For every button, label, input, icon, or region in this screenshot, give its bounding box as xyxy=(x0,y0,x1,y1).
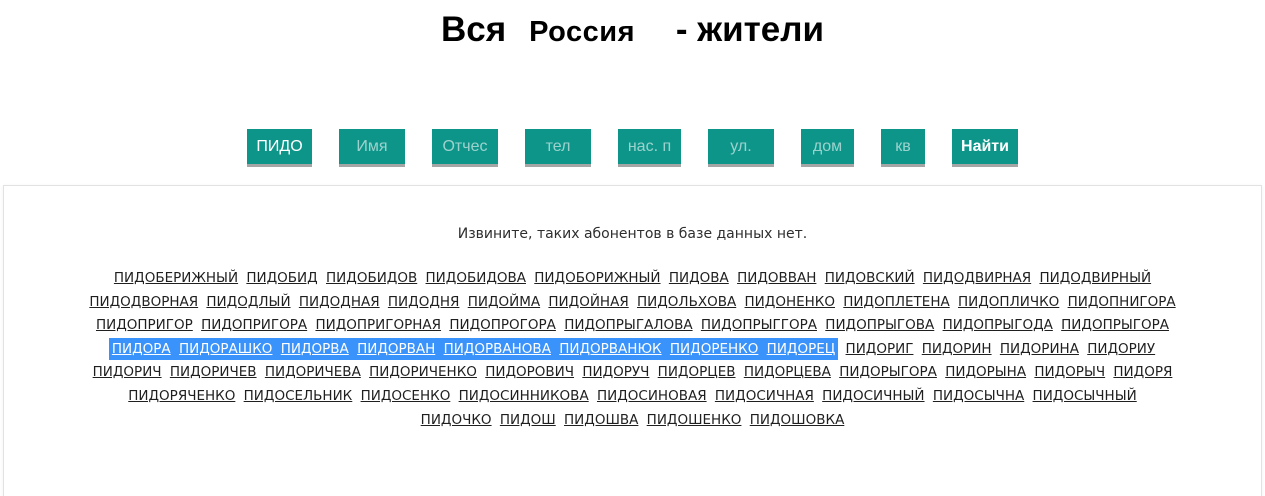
page-title-part3: - жители xyxy=(675,10,824,49)
surname-link[interactable]: ПИДОБЕРИЖНЫЙ xyxy=(113,270,239,286)
surname-link[interactable]: ПИДОРИЧ xyxy=(92,364,162,381)
link-row xyxy=(18,361,1247,385)
page-title xyxy=(0,10,1265,60)
surname-link[interactable]: ПИДОЧКО xyxy=(420,411,492,428)
surname-link[interactable]: ПИДОДНЯ xyxy=(387,293,460,310)
surname-link[interactable]: ПИДОДВОРНАЯ xyxy=(89,293,199,310)
surname-link[interactable]: ПИДОРВАНОВА xyxy=(443,340,551,357)
surname-link[interactable]: ПИДОДНАЯ xyxy=(298,293,380,310)
surname-link[interactable]: ПИДОРИГ xyxy=(845,340,914,357)
surname-link[interactable]: ПИДОРЫНА xyxy=(945,364,1027,381)
surname-link[interactable]: ПИДОВА xyxy=(668,270,729,286)
surname-link[interactable]: ПИДОБОРИЖНЫЙ xyxy=(534,270,661,286)
surname-link[interactable]: ПИДОШ xyxy=(499,411,556,428)
surname-link[interactable]: ПИДОЙМА xyxy=(467,293,541,310)
search-button[interactable]: Найти xyxy=(952,129,1018,167)
surname-link[interactable]: ПИДОПРИГОРНАЯ xyxy=(315,317,442,334)
surname-link[interactable]: ПИДОРВА xyxy=(280,340,349,357)
no-results-message: Извините, таких абонентов в базе данных нет. xyxy=(457,226,808,242)
surname-link[interactable]: ПИДОСИНОВАЯ xyxy=(596,387,707,404)
surname-link[interactable]: ПИДОРЕНКО xyxy=(669,340,759,357)
surname-link[interactable]: ПИДОРИЧЕВ xyxy=(169,364,257,381)
surname-link[interactable]: ПИДОБИД xyxy=(246,270,318,286)
surname-link[interactable]: ПИДОРИЧЕНКО xyxy=(369,364,477,381)
surname-link[interactable]: ПИДОБИДОВА xyxy=(425,270,526,286)
surname-link[interactable]: ПИДОРЯЧЕНКО xyxy=(128,387,236,404)
surname-link[interactable]: ПИДОБИДОВ xyxy=(326,270,418,286)
surname-link[interactable]: ПИДОПРЫГОВА xyxy=(825,317,935,334)
surname-link[interactable]: ПИДОШЕНКО xyxy=(646,411,742,428)
surname-link[interactable]: ПИДОПРЫГОРА xyxy=(1061,317,1170,334)
surname-link[interactable]: ПИДОРВАНЮК xyxy=(559,340,662,357)
surname-link[interactable]: ПИДОНЕНКО xyxy=(744,293,835,310)
search-form xyxy=(0,129,1265,167)
link-row xyxy=(18,314,1247,338)
surname-link[interactable]: ПИДОЛЬХОВА xyxy=(637,293,737,310)
surname-link[interactable]: ПИДОРУЧ xyxy=(582,364,650,381)
house-input[interactable] xyxy=(801,129,854,167)
surname-link[interactable]: ПИДОВСКИЙ xyxy=(824,270,915,286)
surname-link[interactable]: ПИДОСЕНКО xyxy=(360,387,451,404)
surname-link[interactable]: ПИДОРОВИЧ xyxy=(485,364,575,381)
surname-link[interactable]: ПИДОПНИГОРА xyxy=(1067,293,1176,310)
phone-input[interactable] xyxy=(525,129,591,167)
surname-link[interactable]: ПИДОРИЧЕВА xyxy=(264,364,361,381)
surname-link[interactable]: ПИДОВВАН xyxy=(737,270,817,286)
surname-link[interactable]: ПИДОРЦЕВ xyxy=(657,364,736,381)
settlement-input[interactable] xyxy=(618,129,681,167)
surname-link[interactable]: ПИДОСЕЛЬНИК xyxy=(243,387,353,404)
surname-link[interactable]: ПИДОРЕЦ xyxy=(766,340,836,357)
surname-link[interactable]: ПИДОПРОГОРА xyxy=(449,317,556,334)
surname-link[interactable]: ПИДОШОВКА xyxy=(749,411,845,428)
link-row xyxy=(18,291,1247,315)
surname-link[interactable]: ПИДОДЛЫЙ xyxy=(206,293,291,310)
surname-link[interactable]: ПИДОРИУ xyxy=(1087,340,1156,357)
page-title-part2: Россия xyxy=(529,16,636,48)
surname-link[interactable]: ПИДОДВИРНЫЙ xyxy=(1039,270,1152,286)
surname-link[interactable]: ПИДОРЯ xyxy=(1113,364,1173,381)
surname-link[interactable]: ПИДОПРЫГАЛОВА xyxy=(564,317,693,334)
surname-link[interactable]: ПИДОСИЧНАЯ xyxy=(714,387,814,404)
surname-link[interactable]: ПИДОРАШКО xyxy=(178,340,273,357)
results-panel xyxy=(3,185,1262,496)
surname-link[interactable]: ПИДОРЫГОРА xyxy=(839,364,937,381)
link-row xyxy=(18,385,1247,409)
surname-link[interactable]: ПИДОРВАН xyxy=(357,340,436,357)
street-input[interactable] xyxy=(708,129,774,167)
surname-link[interactable]: ПИДОПРЫГГОРА xyxy=(700,317,817,334)
surname-link[interactable]: ПИДОРИН xyxy=(921,340,992,357)
patronymic-input[interactable] xyxy=(432,129,498,167)
surname-link[interactable]: ПИДОПРЫГОДА xyxy=(942,317,1053,334)
firstname-input[interactable] xyxy=(339,129,405,167)
surname-link[interactable]: ПИДОДВИРНАЯ xyxy=(922,270,1032,286)
surname-link[interactable]: ПИДОПЛЕТЕНА xyxy=(843,293,950,310)
text-selection-highlight xyxy=(109,338,838,360)
surname-link[interactable]: ПИДОШВА xyxy=(564,411,639,428)
surname-link[interactable]: ПИДОПРИГОРА xyxy=(201,317,308,334)
surname-link[interactable]: ПИДОПЛИЧКО xyxy=(958,293,1060,310)
surname-link[interactable]: ПИДОСИННИКОВА xyxy=(458,387,589,404)
surname-link[interactable]: ПИДОРЦЕВА xyxy=(743,364,831,381)
link-row xyxy=(18,338,1247,362)
surname-links xyxy=(4,267,1261,432)
surname-link[interactable]: ПИДОЙНАЯ xyxy=(548,293,629,310)
apartment-input[interactable] xyxy=(881,129,925,167)
surname-link[interactable]: ПИДОСИЧНЫЙ xyxy=(822,387,925,404)
surname-link[interactable]: ПИДОРИНА xyxy=(999,340,1079,357)
surname-link[interactable]: ПИДОРЫЧ xyxy=(1034,364,1106,381)
surname-link[interactable]: ПИДОРА xyxy=(111,340,171,357)
surname-link[interactable]: ПИДОСЫЧНА xyxy=(932,387,1025,404)
surname-link[interactable]: ПИДОСЫЧНЫЙ xyxy=(1032,387,1137,404)
surname-link[interactable]: ПИДОПРИГОР xyxy=(95,317,193,334)
link-row xyxy=(18,267,1247,291)
link-row xyxy=(18,409,1247,433)
surname-input[interactable] xyxy=(247,129,312,167)
page-title-part1: Вся xyxy=(441,10,507,49)
